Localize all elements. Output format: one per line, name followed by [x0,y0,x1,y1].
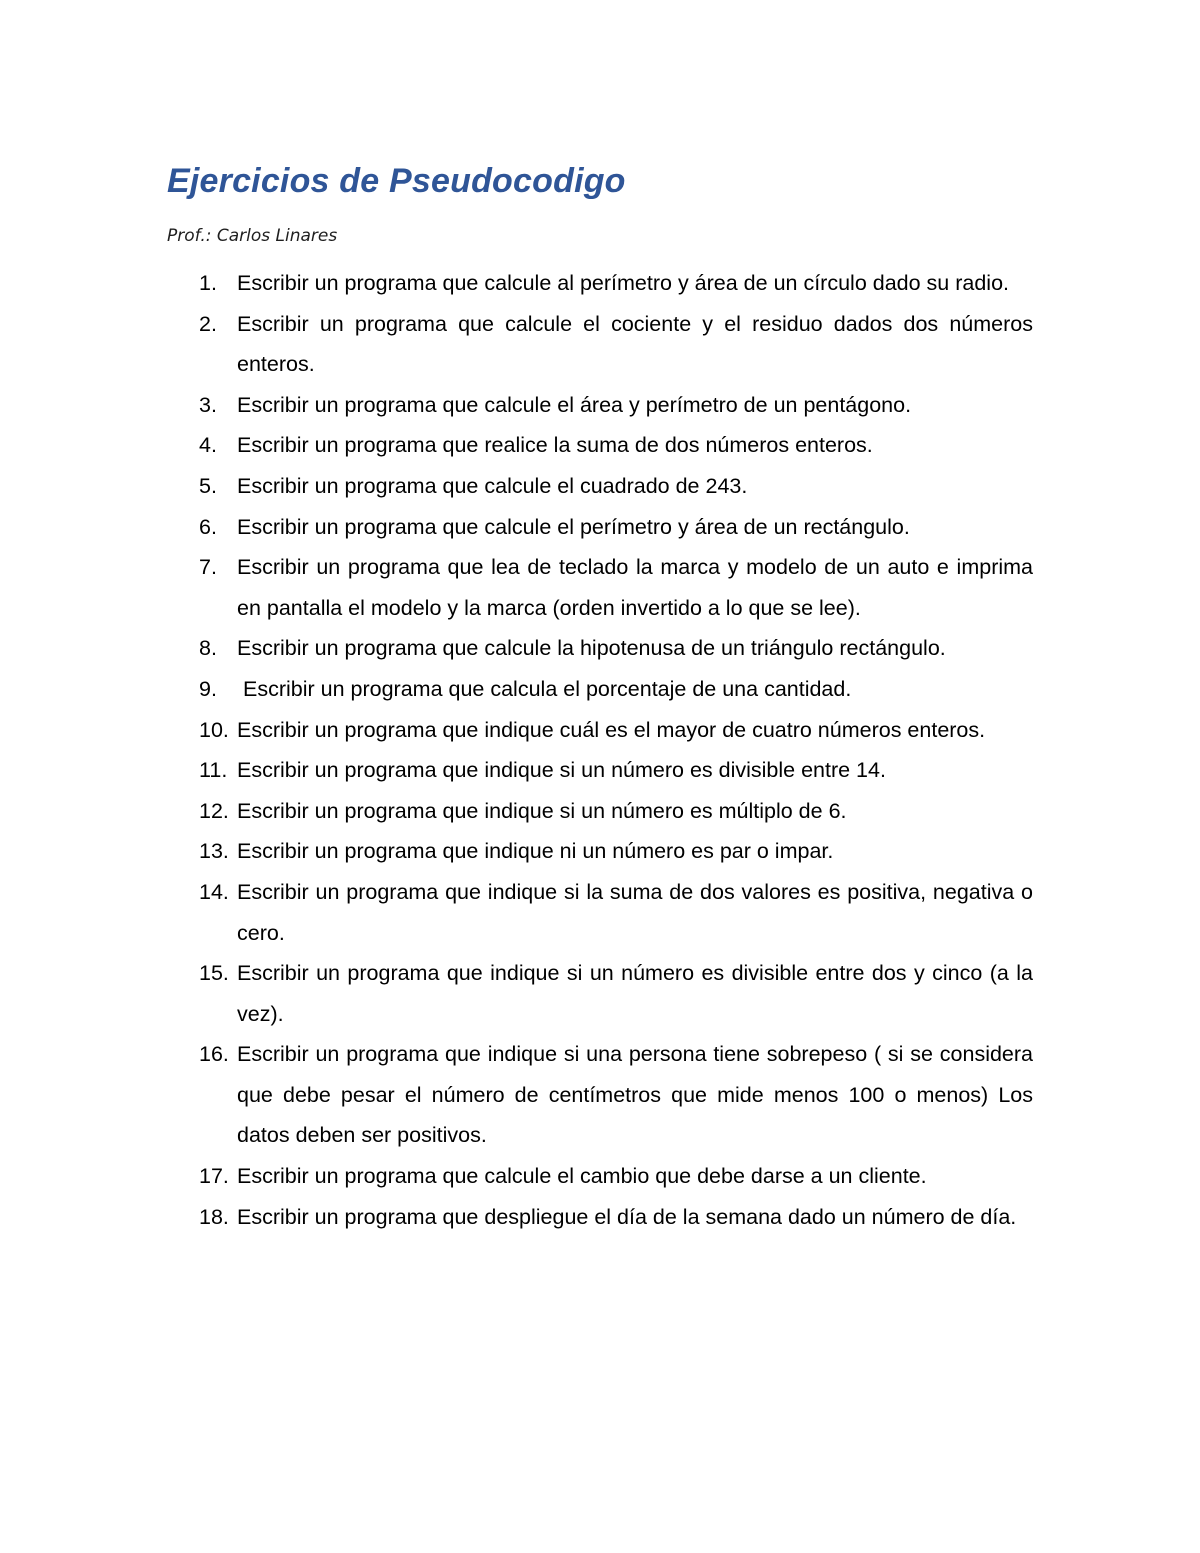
exercise-text: Escribir un programa que calcule el cuadrado de 243. [237,473,748,498]
exercise-text: Escribir un programa que indique si la suma de dos valores es positiva, negativa o cero. [237,879,1033,945]
exercise-item-8 [199,628,1033,669]
exercise-number: 6. [199,514,217,539]
exercise-number: 3. [199,392,217,417]
exercise-number: 5. [199,473,217,498]
exercise-text: Escribir un programa que indique ni un número es par o impar. [237,839,834,864]
exercise-item-13 [199,831,1033,872]
document-author: Prof.: Carlos Linares [167,226,338,246]
exercise-item-1 [199,263,1033,304]
exercise-item-14 [199,872,1033,953]
exercise-text: Escribir un programa que indique si un número es divisible entre dos y cinco (a la vez). [237,961,1033,1026]
exercise-number: 2. [199,311,217,336]
exercise-number: 13. [199,839,229,864]
exercise-text: Escribir un programa que calcule el cociente y el residuo dados dos números enteros. [237,311,1033,377]
exercise-number: 17. [199,1164,229,1189]
exercise-item-2 [199,304,1033,385]
exercise-item-15 [199,953,1033,1034]
exercise-number: 18. [199,1204,229,1229]
exercise-list [199,263,1033,1237]
exercise-item-11 [199,750,1033,791]
exercise-item-10 [199,710,1033,751]
exercise-number: 8. [199,636,217,661]
exercise-item-17 [199,1156,1033,1197]
exercise-item-9 [199,669,1033,710]
exercise-number: 9. [199,676,217,701]
exercise-text: Escribir un programa que calcula el porcentaje de una cantidad. [237,676,852,701]
exercise-number: 15. [199,961,229,986]
exercise-number: 4. [199,433,217,458]
exercise-item-3 [199,385,1033,426]
exercise-text: Escribir un programa que lea de teclado la marca y modelo de un auto e imprima en pantalla el modelo y la marca (orden invertido a lo que se lee). [237,555,1033,620]
exercise-text: Escribir un programa que calcule el cambio que debe darse a un cliente. [237,1164,927,1189]
exercise-item-4 [199,425,1033,466]
exercise-number: 11. [199,758,228,783]
exercise-item-12 [199,791,1033,832]
exercise-text: Escribir un programa que calcule la hipotenusa de un triángulo rectángulo. [237,636,946,661]
exercise-text: Escribir un programa que indique cuál es el mayor de cuatro números enteros. [237,717,986,742]
exercise-number: 7. [199,555,217,580]
exercise-item-7 [199,547,1033,628]
exercise-item-5 [199,466,1033,507]
exercise-number: 14. [199,879,229,904]
exercise-text: Escribir un programa que calcule el perímetro y área de un rectángulo. [237,514,910,539]
exercise-text: Escribir un programa que indique si una persona tiene sobrepeso ( si se considera que debe pesar el número de centímetros que mide menos 100 o menos) Los datos deben ser positivos. [237,1042,1033,1148]
exercise-text: Escribir un programa que realice la suma de dos números enteros. [237,433,873,458]
exercise-number: 1. [199,271,217,295]
exercise-text: Escribir un programa que calcule el área y perímetro de un pentágono. [237,392,912,417]
exercise-text: Escribir un programa que indique si un número es divisible entre 14. [237,758,886,783]
exercise-text: Escribir un programa que despliegue el día de la semana dado un número de día. [237,1204,1017,1229]
exercise-number: 16. [199,1042,229,1067]
exercise-item-16 [199,1034,1033,1156]
exercise-item-6 [199,507,1033,548]
exercise-text: Escribir un programa que calcule al perímetro y área de un círculo dado su radio. [237,271,1010,295]
exercise-number: 12. [199,798,229,823]
exercise-text: Escribir un programa que indique si un número es múltiplo de 6. [237,798,847,823]
document-title: Ejercicios de Pseudocodigo [167,162,626,200]
exercise-number: 10. [199,717,229,742]
exercise-item-18 [199,1197,1033,1238]
